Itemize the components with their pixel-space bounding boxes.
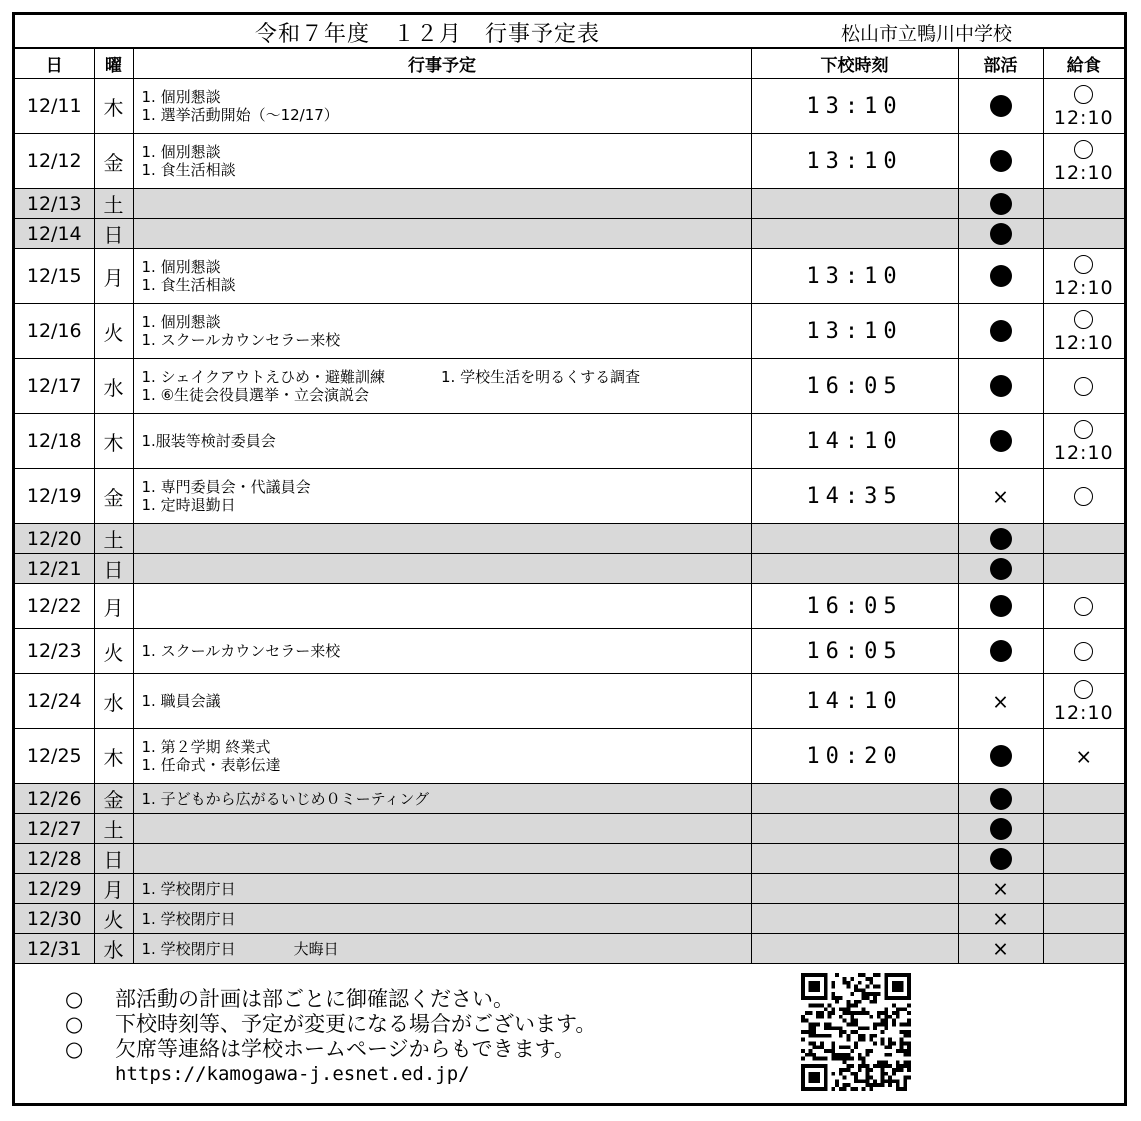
club-activity-cell xyxy=(958,554,1043,584)
open-circle-icon xyxy=(1074,487,1093,506)
col-header-club: 部活 xyxy=(958,49,1043,79)
lunch-cell xyxy=(1043,674,1124,729)
weekday-cell: 月 xyxy=(94,249,133,304)
table-row xyxy=(15,219,1124,249)
events-cell xyxy=(133,134,751,189)
table-row xyxy=(15,469,1124,524)
table-row xyxy=(15,249,1124,304)
lunch-cell xyxy=(1043,874,1124,904)
events-cell xyxy=(133,674,751,729)
events-cell xyxy=(133,584,751,629)
cross-icon: × xyxy=(992,484,1009,509)
lunch-cell xyxy=(1043,469,1124,524)
filled-circle-icon xyxy=(990,640,1012,662)
school-name: 松山市立鴨川中学校 xyxy=(841,23,1013,45)
event-item: 1. 任命式・表彰伝達 xyxy=(141,756,281,774)
filled-circle-icon xyxy=(990,193,1012,215)
cross-icon: × xyxy=(992,936,1009,961)
club-activity-cell xyxy=(958,249,1043,304)
event-item: 1. 子どもから広がるいじめ０ミーティング xyxy=(141,789,430,808)
weekday-cell: 木 xyxy=(94,414,133,469)
school-homepage-link[interactable]: https://kamogawa-j.esnet.ed.jp/ xyxy=(115,1063,470,1085)
filled-circle-icon xyxy=(990,745,1012,767)
weekday-cell: 月 xyxy=(94,584,133,629)
col-header-dismissal: 下校時刻 xyxy=(751,49,958,79)
event-item: 1. 定時退勤日 xyxy=(141,496,236,514)
filled-circle-icon xyxy=(990,848,1012,870)
club-activity-cell xyxy=(958,79,1043,134)
club-activity-cell xyxy=(958,874,1043,904)
page-title: 令和７年度 １２月 行事予定表 xyxy=(255,22,601,47)
table-row xyxy=(15,814,1124,844)
table-row xyxy=(15,904,1124,934)
dismissal-time-cell xyxy=(751,904,958,934)
dismissal-time-cell xyxy=(751,219,958,249)
circle-bullet-icon: ○ xyxy=(65,1012,84,1036)
events-cell xyxy=(133,189,751,219)
lunch-info xyxy=(1044,680,1125,723)
events-cell xyxy=(133,904,751,934)
event-line xyxy=(142,940,751,958)
date-cell: 12/24 xyxy=(15,674,94,729)
event-line xyxy=(142,368,751,386)
table-row xyxy=(15,359,1124,414)
club-activity-cell xyxy=(958,524,1043,554)
lunch-cell xyxy=(1043,584,1124,629)
weekday-cell: 月 xyxy=(94,874,133,904)
dismissal-time-cell: 10:20 xyxy=(751,729,958,784)
event-item: 1. シェイクアウトえひめ・避難訓練 xyxy=(141,368,385,386)
cross-icon: × xyxy=(1075,744,1093,769)
lunch-time: 12:10 xyxy=(1053,276,1114,299)
lunch-cell xyxy=(1043,359,1124,414)
col-header-lunch: 給食 xyxy=(1043,49,1124,79)
events-cell xyxy=(133,79,751,134)
events-cell xyxy=(133,249,751,304)
events-cell xyxy=(133,729,751,784)
cross-icon: × xyxy=(992,876,1009,901)
event-item: 1. スクールカウンセラー来校 xyxy=(141,331,341,349)
date-cell: 12/13 xyxy=(15,189,94,219)
date-cell: 12/17 xyxy=(15,359,94,414)
table-row xyxy=(15,524,1124,554)
lunch-cell xyxy=(1043,249,1124,304)
event-note: 大晦日 xyxy=(293,939,339,958)
club-activity-cell xyxy=(958,414,1043,469)
event-item: 1. 学校生活を明るくする調査 xyxy=(440,368,641,386)
date-cell: 12/23 xyxy=(15,629,94,674)
lunch-cell xyxy=(1043,844,1124,874)
club-activity-cell xyxy=(958,674,1043,729)
weekday-cell: 土 xyxy=(94,524,133,554)
events-cell xyxy=(133,784,751,814)
dismissal-time-cell xyxy=(751,784,958,814)
club-activity-cell xyxy=(958,134,1043,189)
dismissal-time-cell: 13:10 xyxy=(751,249,958,304)
club-activity-cell xyxy=(958,304,1043,359)
club-activity-cell xyxy=(958,469,1043,524)
filled-circle-icon xyxy=(990,320,1012,342)
event-item: 1. 学校閉庁日 xyxy=(141,909,236,928)
weekday-cell: 木 xyxy=(94,729,133,784)
schedule-body xyxy=(15,79,1124,964)
filled-circle-icon xyxy=(990,818,1012,840)
lunch-cell xyxy=(1043,189,1124,219)
dismissal-time-cell xyxy=(751,189,958,219)
lunch-cell xyxy=(1043,904,1124,934)
table-row xyxy=(15,729,1124,784)
table-row xyxy=(15,414,1124,469)
weekday-cell: 水 xyxy=(94,674,133,729)
qr-code-icon[interactable] xyxy=(801,973,911,1091)
club-activity-cell xyxy=(958,844,1043,874)
open-circle-icon xyxy=(1074,642,1093,661)
event-item: 1. 食生活相談 xyxy=(141,161,236,179)
filled-circle-icon xyxy=(990,528,1012,550)
event-item: 1. 学校閉庁日 xyxy=(141,879,236,898)
weekday-cell: 水 xyxy=(94,934,133,964)
events-cell xyxy=(133,629,751,674)
dismissal-time-cell xyxy=(751,814,958,844)
table-row xyxy=(15,134,1124,189)
event-item: 1. 個別懇談 xyxy=(141,258,221,276)
lunch-cell xyxy=(1043,524,1124,554)
event-item: 1. スクールカウンセラー来校 xyxy=(141,642,341,660)
dismissal-time-cell xyxy=(751,554,958,584)
date-cell: 12/27 xyxy=(15,814,94,844)
weekday-cell: 木 xyxy=(94,79,133,134)
filled-circle-icon xyxy=(990,788,1012,810)
schedule-table xyxy=(15,48,1124,964)
event-item: 1. 職員会議 xyxy=(141,692,221,710)
event-item: 1. ⑥生徒会役員選挙・立会演説会 xyxy=(141,386,370,404)
open-circle-icon xyxy=(1074,680,1093,699)
dismissal-time-cell: 16:05 xyxy=(751,629,958,674)
date-cell: 12/18 xyxy=(15,414,94,469)
club-activity-cell xyxy=(958,359,1043,414)
club-activity-cell xyxy=(958,934,1043,964)
note-item: ○ 下校時刻等、予定が変更になる場合がございます。 xyxy=(65,1012,597,1036)
filled-circle-icon xyxy=(990,223,1012,245)
events-cell xyxy=(133,524,751,554)
lunch-time: 12:10 xyxy=(1053,701,1114,724)
open-circle-icon xyxy=(1074,420,1093,439)
col-header-date: 日 xyxy=(15,49,94,79)
table-row xyxy=(15,554,1124,584)
filled-circle-icon xyxy=(990,265,1012,287)
weekday-cell: 金 xyxy=(94,134,133,189)
date-cell: 12/29 xyxy=(15,874,94,904)
event-item: 1. 個別懇談 xyxy=(141,88,221,106)
table-row xyxy=(15,304,1124,359)
event-item: 1. 個別懇談 xyxy=(141,313,221,331)
col-header-events: 行事予定 xyxy=(133,49,751,79)
open-circle-icon xyxy=(1074,377,1093,396)
dismissal-time-cell: 13:10 xyxy=(751,304,958,359)
weekday-cell: 土 xyxy=(94,814,133,844)
lunch-cell xyxy=(1043,814,1124,844)
lunch-time: 12:10 xyxy=(1053,106,1114,129)
lunch-time: 12:10 xyxy=(1053,161,1114,184)
date-cell: 12/31 xyxy=(15,934,94,964)
table-row xyxy=(15,629,1124,674)
weekday-cell: 土 xyxy=(94,189,133,219)
title-bar xyxy=(15,15,1124,48)
lunch-time: 12:10 xyxy=(1053,441,1114,464)
date-cell: 12/21 xyxy=(15,554,94,584)
club-activity-cell xyxy=(958,219,1043,249)
weekday-cell: 火 xyxy=(94,904,133,934)
club-activity-cell xyxy=(958,814,1043,844)
table-row xyxy=(15,79,1124,134)
lunch-cell xyxy=(1043,134,1124,189)
date-cell: 12/26 xyxy=(15,784,94,814)
date-cell: 12/12 xyxy=(15,134,94,189)
dismissal-time-cell: 16:05 xyxy=(751,584,958,629)
dismissal-time-cell xyxy=(751,934,958,964)
table-row xyxy=(15,784,1124,814)
dismissal-time-cell xyxy=(751,844,958,874)
event-item: 1. 学校閉庁日 xyxy=(141,939,236,958)
club-activity-cell xyxy=(958,629,1043,674)
date-cell: 12/30 xyxy=(15,904,94,934)
dismissal-time-cell: 14:35 xyxy=(751,469,958,524)
events-cell xyxy=(133,219,751,249)
events-cell xyxy=(133,934,751,964)
events-cell xyxy=(133,359,751,414)
club-activity-cell xyxy=(958,584,1043,629)
lunch-info xyxy=(1044,310,1125,353)
table-row xyxy=(15,844,1124,874)
event-item: 1. 第２学期 終業式 xyxy=(141,738,271,756)
date-cell: 12/25 xyxy=(15,729,94,784)
lunch-cell xyxy=(1043,629,1124,674)
lunch-cell xyxy=(1043,554,1124,584)
lunch-cell xyxy=(1043,219,1124,249)
filled-circle-icon xyxy=(990,430,1012,452)
open-circle-icon xyxy=(1074,597,1093,616)
schedule-sheet xyxy=(12,12,1127,1106)
events-cell xyxy=(133,554,751,584)
events-cell xyxy=(133,814,751,844)
dismissal-time-cell: 14:10 xyxy=(751,674,958,729)
table-row xyxy=(15,189,1124,219)
lunch-cell xyxy=(1043,934,1124,964)
club-activity-cell xyxy=(958,189,1043,219)
table-row xyxy=(15,674,1124,729)
lunch-info xyxy=(1044,85,1125,128)
club-activity-cell xyxy=(958,904,1043,934)
dismissal-time-cell: 13:10 xyxy=(751,134,958,189)
dismissal-time-cell: 16:05 xyxy=(751,359,958,414)
event-item: 1. 個別懇談 xyxy=(141,143,221,161)
cross-icon: × xyxy=(992,689,1009,714)
lunch-cell xyxy=(1043,79,1124,134)
dismissal-time-cell: 14:10 xyxy=(751,414,958,469)
weekday-cell: 金 xyxy=(94,469,133,524)
lunch-info xyxy=(1044,140,1125,183)
filled-circle-icon xyxy=(990,558,1012,580)
lunch-info xyxy=(1044,255,1125,298)
events-cell xyxy=(133,304,751,359)
header-row xyxy=(15,49,1124,79)
note-item: ○ 欠席等連絡は学校ホームページからもできます。 xyxy=(65,1037,575,1061)
filled-circle-icon xyxy=(990,95,1012,117)
open-circle-icon xyxy=(1074,310,1093,329)
weekday-cell: 火 xyxy=(94,629,133,674)
lunch-info xyxy=(1044,420,1125,463)
date-cell: 12/28 xyxy=(15,844,94,874)
cross-icon: × xyxy=(992,906,1009,931)
date-cell: 12/11 xyxy=(15,79,94,134)
events-cell xyxy=(133,844,751,874)
circle-bullet-icon: ○ xyxy=(65,987,84,1011)
note-item: ○ 部活動の計画は部ごとに御確認ください。 xyxy=(65,987,514,1011)
event-item: 1. 食生活相談 xyxy=(141,276,236,294)
club-activity-cell xyxy=(958,784,1043,814)
events-cell xyxy=(133,414,751,469)
table-row xyxy=(15,584,1124,629)
events-cell xyxy=(133,469,751,524)
filled-circle-icon xyxy=(990,150,1012,172)
event-item: 1. 選挙活動開始（～12/17） xyxy=(141,106,339,124)
weekday-cell: 水 xyxy=(94,359,133,414)
notes xyxy=(65,987,596,1087)
lunch-cell xyxy=(1043,414,1124,469)
open-circle-icon xyxy=(1074,140,1093,159)
open-circle-icon xyxy=(1074,85,1093,104)
col-header-dow: 曜 xyxy=(94,49,133,79)
weekday-cell: 金 xyxy=(94,784,133,814)
filled-circle-icon xyxy=(990,595,1012,617)
date-cell: 12/14 xyxy=(15,219,94,249)
weekday-cell: 日 xyxy=(94,844,133,874)
events-cell xyxy=(133,874,751,904)
table-row xyxy=(15,874,1124,904)
date-cell: 12/15 xyxy=(15,249,94,304)
date-cell: 12/22 xyxy=(15,584,94,629)
dismissal-time-cell xyxy=(751,524,958,554)
event-item: 1. 専門委員会・代議員会 xyxy=(141,478,311,496)
weekday-cell: 日 xyxy=(94,219,133,249)
weekday-cell: 日 xyxy=(94,554,133,584)
lunch-cell xyxy=(1043,304,1124,359)
date-cell: 12/19 xyxy=(15,469,94,524)
dismissal-time-cell xyxy=(751,874,958,904)
event-item: 1.服装等検討委員会 xyxy=(141,432,276,450)
lunch-cell xyxy=(1043,729,1124,784)
date-cell: 12/20 xyxy=(15,524,94,554)
open-circle-icon xyxy=(1074,255,1093,274)
table-row xyxy=(15,934,1124,964)
lunch-cell xyxy=(1043,784,1124,814)
date-cell: 12/16 xyxy=(15,304,94,359)
lunch-time: 12:10 xyxy=(1053,331,1114,354)
club-activity-cell xyxy=(958,729,1043,784)
circle-bullet-icon: ○ xyxy=(65,1037,84,1061)
dismissal-time-cell: 13:10 xyxy=(751,79,958,134)
weekday-cell: 火 xyxy=(94,304,133,359)
filled-circle-icon xyxy=(990,375,1012,397)
